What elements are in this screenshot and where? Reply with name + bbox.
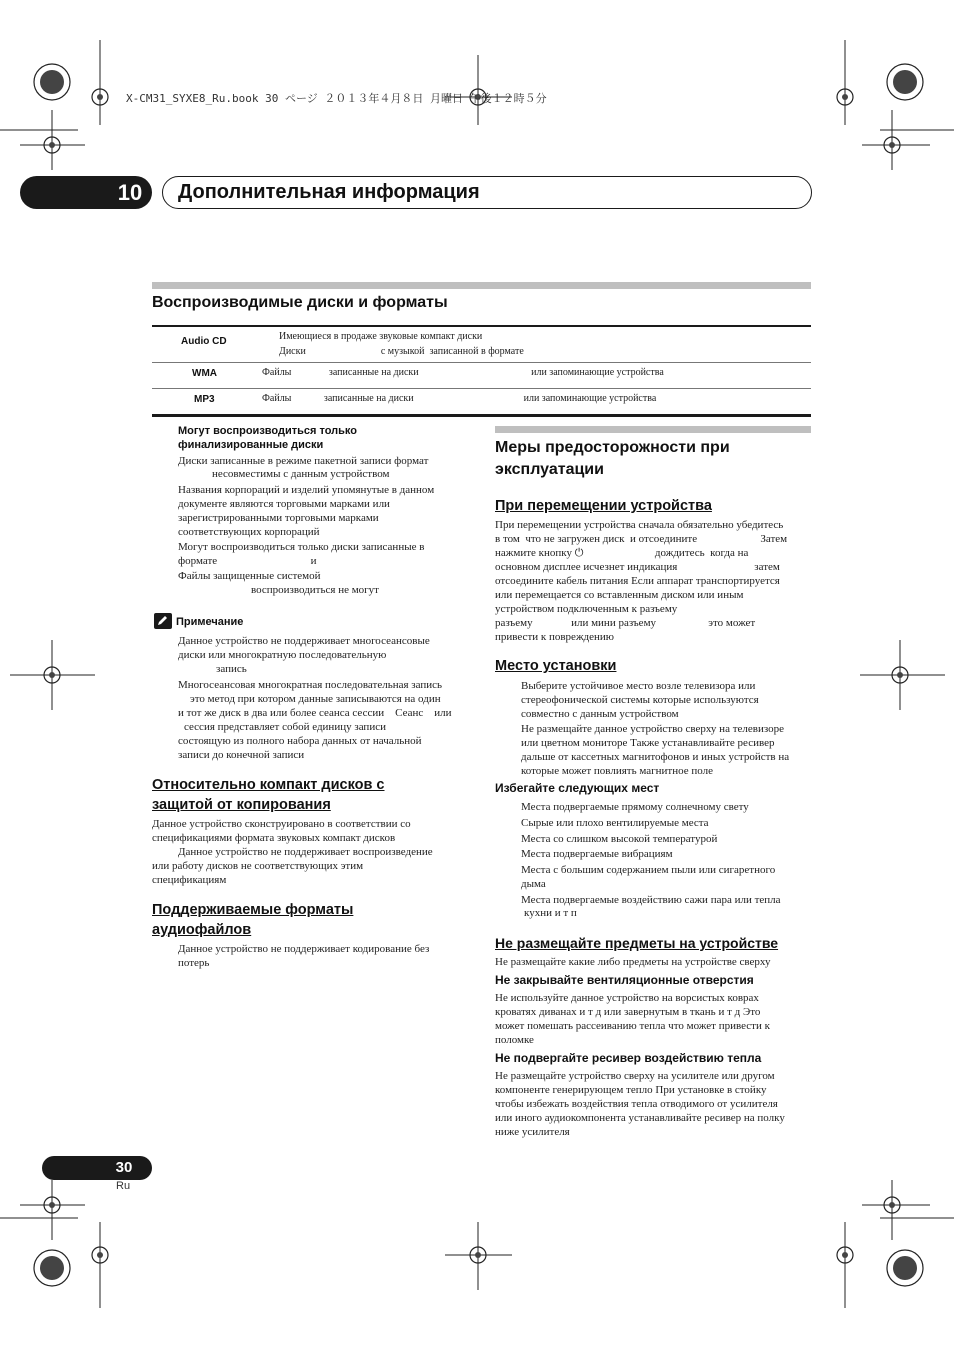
avoid-title: Избегайте следующих мест bbox=[495, 781, 660, 795]
moving-line: нажмите кнопку ⏻ дождитесь когда на bbox=[495, 547, 749, 559]
moving-line: или перемещается со вставленным диском или иным bbox=[495, 589, 744, 601]
table-rule-2 bbox=[152, 388, 811, 389]
page-lang: Ru bbox=[116, 1180, 131, 1192]
moving-line: отсоедините кабель питания Если аппарат транспортируется bbox=[495, 575, 780, 587]
copyprotect-line: Данное устройство не поддерживает воспроизведение bbox=[178, 846, 433, 858]
vent-line: кроватях диванах и т д или завернутым в ткань и т д Это bbox=[495, 1006, 761, 1018]
table-cell-wma: Файлы записанные на диски или запоминающие устройства bbox=[262, 367, 664, 378]
heat-title: Не подвергайте ресивер воздействию тепла bbox=[495, 1051, 762, 1065]
table-cell-mp3: Файлы записанные на диски или запоминающие устройства bbox=[262, 393, 657, 404]
bullet-line: зарегистрированными торговыми марками bbox=[178, 512, 379, 524]
note-line: и тот же диск в два или более сеанса сессии Сеанс или bbox=[178, 707, 452, 719]
vent-title: Не закрывайте вентиляционные отверстия bbox=[495, 973, 754, 987]
precautions-title-1: Меры предосторожности при bbox=[495, 439, 730, 456]
note-line: диски или многократную последовательную bbox=[178, 649, 387, 661]
chapter-title: Дополнительная информация bbox=[178, 181, 480, 203]
avoid-line: Места с большим содержанием пыли или сигаретного bbox=[521, 864, 776, 876]
audioformats-title-2: аудиофайлов bbox=[152, 922, 252, 938]
section-bar-precautions bbox=[495, 426, 811, 433]
copyprotect-title-1: Относительно компакт дисков с bbox=[152, 777, 385, 793]
table-label-wma: WMA bbox=[192, 368, 217, 379]
bullet-line: документе являются торговыми марками или bbox=[178, 498, 390, 510]
audioformats-title-1: Поддерживаемые форматы bbox=[152, 902, 354, 918]
note-line: Многосеансовая многократная последовательная запись bbox=[178, 679, 443, 691]
heat-line: Не размещайте устройство сверху на усилителе или другом bbox=[495, 1070, 775, 1082]
bullet-line: Диски записанные в режиме пакетной записи формат bbox=[178, 455, 429, 467]
table-top-rule bbox=[152, 325, 811, 327]
avoid-line: Сырые или плохо вентилируемые места bbox=[521, 817, 709, 829]
bullet-line: Файлы защищенные системой bbox=[178, 570, 321, 582]
moving-line: в том что не загружен диск и отсоедините Затем bbox=[495, 533, 788, 545]
note-line: сессия представляет собой единицу записи bbox=[184, 721, 386, 733]
moving-line: устройством подключенным к разъему bbox=[495, 603, 678, 615]
place-line: которые может повлиять магнитное поле bbox=[521, 765, 713, 777]
heat-line: компоненте генерирующем тепло При установке в стойку bbox=[495, 1084, 767, 1096]
place-line: Не размещайте данное устройство сверху на телевизоре bbox=[521, 723, 785, 735]
print-header-text: X-CM31_SYXE8_Ru.book 30 ページ ２０１３年４月８日 月曜日 午後１２時５分 bbox=[126, 92, 547, 105]
copyprotect-line: Данное устройство сконструировано в соответствии со bbox=[152, 818, 411, 830]
page-number: 30 bbox=[115, 1159, 133, 1176]
finalized-title: Могут воспроизводиться только финализированные диски bbox=[178, 425, 357, 451]
bullet-line: формате и bbox=[178, 555, 317, 567]
section-title-discs: Воспроизводимые диски и форматы bbox=[152, 294, 448, 311]
avoid-line: Места подвергаемые прямому солнечному свету bbox=[521, 801, 749, 813]
place-title: Место установки bbox=[495, 658, 617, 674]
place-line: или цветном мониторе Также устанавливайте ресивер bbox=[521, 737, 775, 749]
place-line: стереофонической системы которые используются bbox=[521, 694, 759, 706]
avoid-line: Места со слишком высокой температурой bbox=[521, 833, 718, 845]
avoid-line: дыма bbox=[521, 878, 546, 890]
table-bottom-rule bbox=[152, 414, 811, 417]
moving-line: разъему или мини разъему это может bbox=[495, 617, 756, 629]
bullet-line: несовместимы с данным устройством bbox=[212, 468, 390, 480]
chapter-number: 10 bbox=[117, 180, 143, 205]
avoid-line: Места подвергаемые воздействию сажи пара или тепла bbox=[521, 894, 781, 906]
noplace-title: Не размещайте предметы на устройстве bbox=[495, 935, 779, 951]
note-line: записи до конечной записи bbox=[178, 749, 305, 761]
table-label-audiocd: Audio CD bbox=[181, 336, 227, 347]
heat-line: чтобы избежать воздействия тепла отводимого от усилителя bbox=[495, 1098, 778, 1110]
moving-line: При перемещении устройства сначала обязательно убедитесь bbox=[495, 519, 784, 531]
vent-line: поломке bbox=[495, 1034, 534, 1046]
vent-line: Не используйте данное устройство на ворсистых коврах bbox=[495, 992, 759, 1004]
copyprotect-line: спецификациями формата звуковых компакт дисков bbox=[152, 832, 396, 844]
heat-line: или иного аудиокомпонента устанавливайте ресивер на полку bbox=[495, 1112, 785, 1124]
copyprotect-title-2: защитой от копирования bbox=[152, 797, 331, 813]
precautions-title-2: эксплуатации bbox=[495, 461, 604, 478]
vent-line: может помешать рассеиванию тепла что может привести к bbox=[495, 1020, 770, 1032]
heat-line: ниже усилителя bbox=[495, 1126, 570, 1138]
table-cell-audiocd-2: Диски с музыкой записанной в формате bbox=[279, 346, 524, 357]
section-bar-discs bbox=[152, 282, 811, 289]
moving-line: основном дисплее исчезнет индикация затем bbox=[495, 561, 780, 573]
avoid-line: Места подвергаемые вибрациям bbox=[521, 848, 673, 860]
table-label-mp3: MP3 bbox=[194, 394, 215, 405]
noplace-line: Не размещайте какие либо предметы на устройстве сверху bbox=[495, 956, 771, 968]
moving-line: привести к повреждению bbox=[495, 631, 615, 643]
note-title: Примечание bbox=[176, 616, 244, 628]
moving-title: При перемещении устройства bbox=[495, 498, 712, 514]
copyprotect-line: или работу дисков не соответствующих этим bbox=[152, 860, 364, 872]
note-line: Данное устройство не поддерживает многосеансовые bbox=[178, 635, 430, 647]
bullet-line: Могут воспроизводиться только диски записанные в bbox=[178, 541, 425, 553]
audioformats-line: Данное устройство не поддерживает кодирование без bbox=[178, 943, 430, 955]
audioformats-line: потерь bbox=[178, 957, 210, 969]
place-line: Выберите устойчивое место возле телевизора или bbox=[521, 680, 756, 692]
table-rule-1 bbox=[152, 362, 811, 363]
bullet-line: Названия корпораций и изделий упомянутые в данном bbox=[178, 484, 435, 496]
bullet-line: воспроизводиться не могут bbox=[251, 584, 379, 596]
table-cell-audiocd-1: Имеющиеся в продаже звуковые компакт диски bbox=[279, 331, 483, 342]
bullet-line: соответствующих корпораций bbox=[178, 526, 320, 538]
place-line: дальше от кассетных магнитофонов и иных устройств на bbox=[521, 751, 790, 763]
note-pencil-icon bbox=[154, 613, 172, 629]
copyprotect-line: спецификациям bbox=[152, 874, 227, 886]
note-line: это метод при котором данные записываются на один bbox=[190, 693, 441, 705]
avoid-line: кухни и т п bbox=[524, 907, 577, 919]
note-line: состоящую из полного набора данных от начальной bbox=[178, 735, 422, 747]
note-line: запись bbox=[216, 663, 247, 675]
place-line: совместно с данным устройством bbox=[521, 708, 679, 720]
